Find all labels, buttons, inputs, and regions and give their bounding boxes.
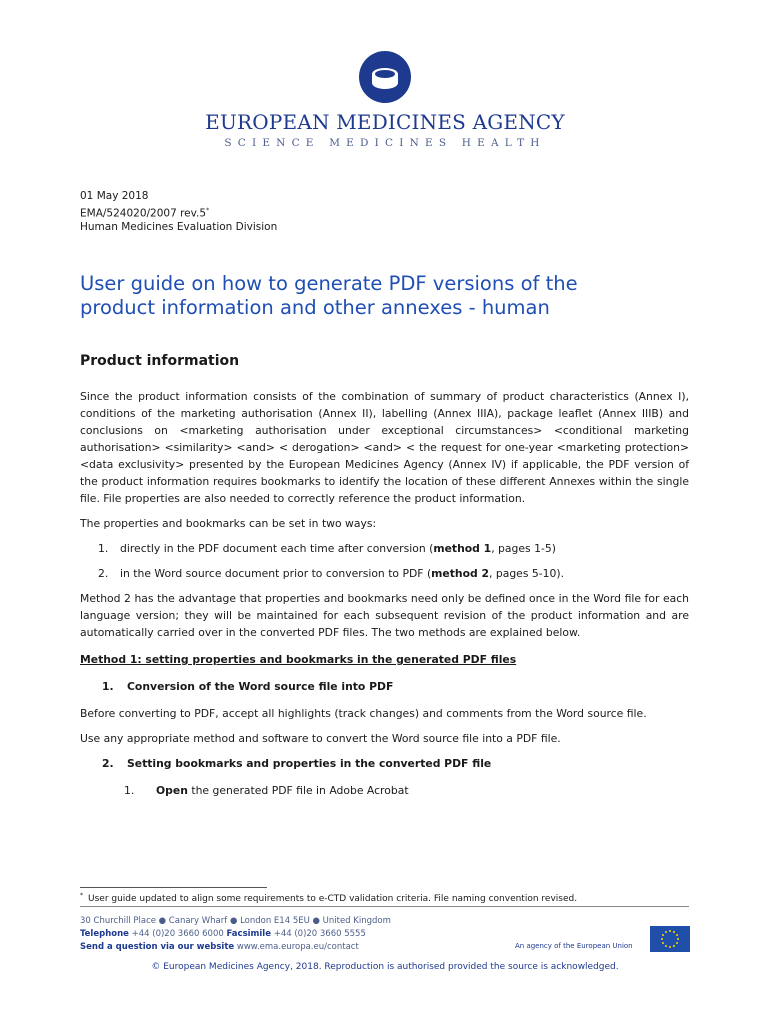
- website-link[interactable]: www.ema.europa.eu/contact: [236, 942, 359, 952]
- document-division: Human Medicines Evaluation Division: [80, 220, 278, 233]
- conversion-paragraph: Before converting to PDF, accept all highlights (track changes) and comments from the Word source file.: [80, 707, 647, 720]
- intro-paragraph: Since the product information consists of the combination of summary of product characteristics (Annex I), conditions of the marketing authorisation (Annex II), labelling (Annex IIIA), package leaflet (Annex IIIB) and conclusions on <marketing authorisation under exceptional circumstances> <conditional marketing authorisation> <similarity> <and> < derogation> <and> < the request for one-year <marketing protection> <data exclusivity> presented by the European Medicines Agency (Annex IV) if applicable, the PDF version of the product information requires bookmarks to identify the location of these different Annexes within the single file. File properties are also needed to correctly reference the product information.: [80, 390, 689, 505]
- document-title: [80, 272, 700, 320]
- ways-paragraph: The properties and bookmarks can be set in two ways:: [80, 517, 377, 530]
- agency-logo: [0, 50, 770, 149]
- footer-contact: Telephone +44 (0)20 3660 6000 Facsimile +44 (0)20 3660 5555: [80, 929, 366, 939]
- method-paragraph: Use any appropriate method and software to convert the Word source file into a PDF file.: [80, 732, 561, 745]
- agency-name: EUROPEAN MEDICINES AGENCY: [205, 110, 565, 134]
- step-heading: 2. Setting bookmarks and properties in the converted PDF file: [102, 757, 492, 770]
- title-line-2: product information and other annexes - human: [80, 296, 550, 319]
- agency-of-eu: An agency of the European Union: [515, 942, 633, 950]
- method2-paragraph: Method 2 has the advantage that properties and bookmarks need only be defined once in the Word file for each language version; they will be maintained for each subsequent revision of the product information and are automatically carried over in the converted PDF files. The two methods are explained below.: [80, 592, 689, 639]
- footer-divider: [80, 906, 689, 907]
- list-item: 2. in the Word source document prior to conversion to PDF (method 2, pages 5-10).: [98, 567, 565, 580]
- page-footer: [80, 915, 391, 954]
- section-heading: Product information: [80, 353, 240, 369]
- copyright-notice: © European Medicines Agency, 2018. Reproduction is authorised provided the source is acknowledged.: [151, 962, 619, 972]
- title-line-1: User guide on how to generate PDF versions of the: [80, 272, 578, 295]
- footnote-divider: [80, 887, 267, 888]
- substep-item: 1. Open the generated PDF file in Adobe Acrobat: [124, 784, 409, 797]
- footnote: * User guide updated to align some requirements to e-CTD validation criteria. File naming convention revised.: [80, 892, 578, 904]
- document-date: 01 May 2018: [80, 190, 149, 202]
- document-meta: [80, 190, 277, 234]
- footer-web: Send a question via our website www.ema.europa.eu/contact: [80, 942, 359, 952]
- agency-tagline: SCIENCE MEDICINES HEALTH: [224, 137, 546, 149]
- document-reference: EMA/524020/2007 rev.5*: [80, 206, 210, 219]
- method1-heading: Method 1: setting properties and bookmarks in the generated PDF files: [80, 653, 517, 666]
- footer-address: 30 Churchill Place ● Canary Wharf ● London E14 5EU ● United Kingdom: [80, 916, 391, 926]
- eu-flag-icon: [650, 926, 690, 952]
- list-item: 1. directly in the PDF document each time after conversion (method 1, pages 1-5): [98, 542, 556, 555]
- document-body: [80, 352, 689, 799]
- footnote-mark: *: [206, 206, 210, 214]
- ema-emblem-icon: [358, 50, 412, 104]
- step-heading: 1. Conversion of the Word source file into PDF: [102, 680, 394, 693]
